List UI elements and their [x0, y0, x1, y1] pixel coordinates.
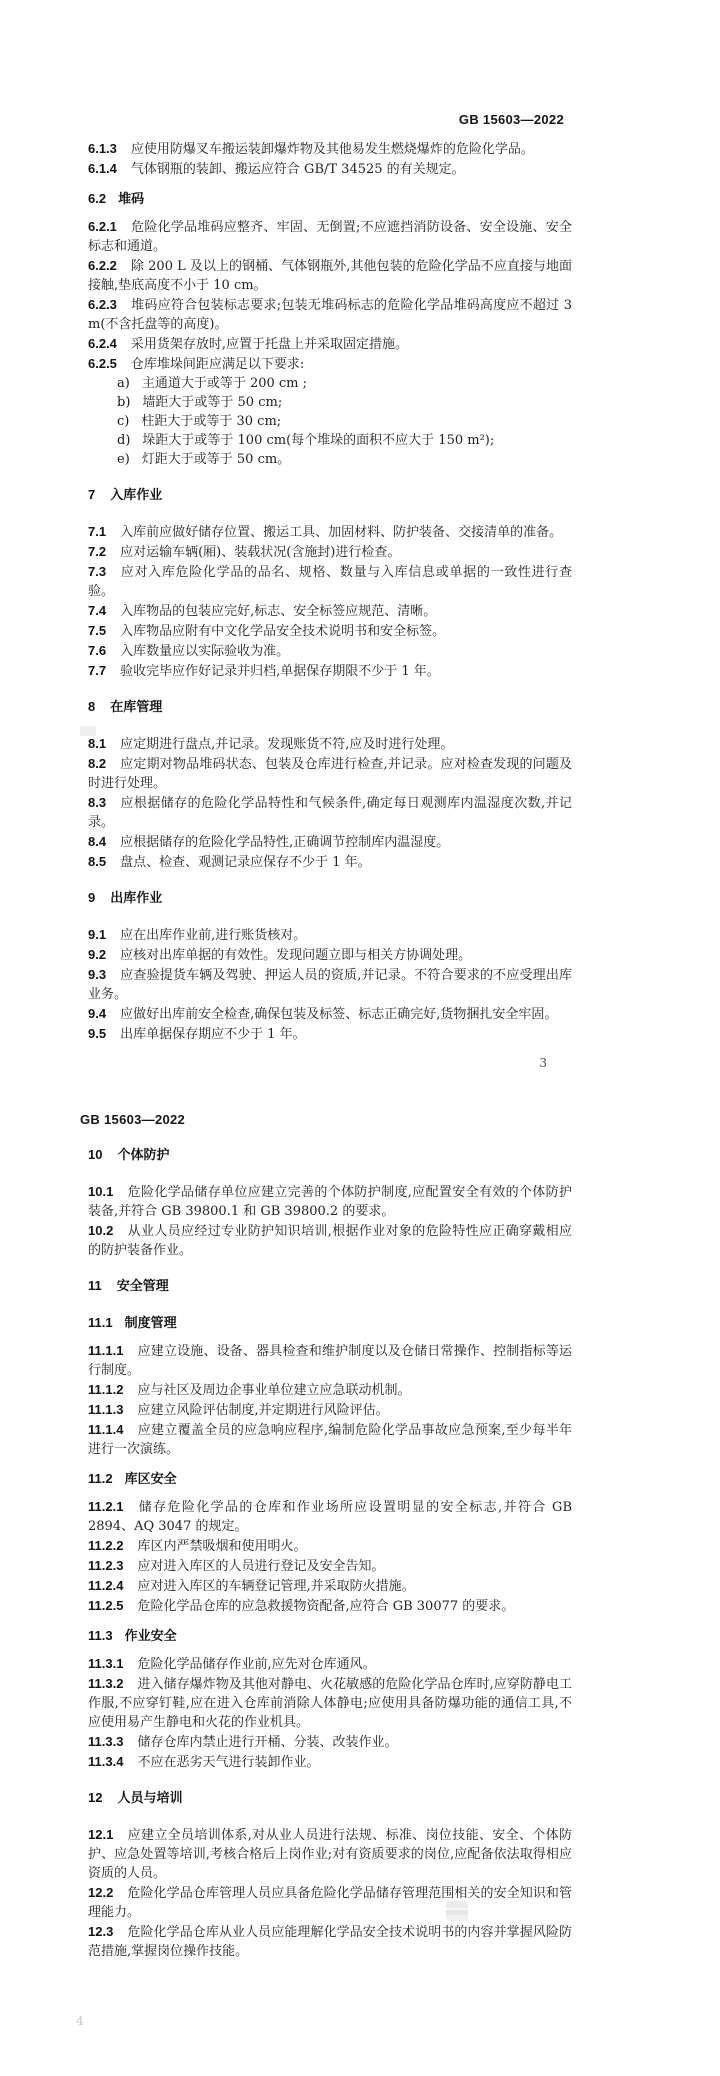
clause-text: 堆码应符合包装标志要求;包装无堆码标志的危险化学品堆码高度应不超过 3 m(不含托盘等的高度)。 [88, 298, 572, 332]
clause-number: 11.1 [88, 1315, 113, 1330]
clause-11.1.1 [88, 1341, 572, 1380]
list-item-a [88, 374, 572, 393]
clause-number: 6.2.1 [88, 219, 117, 234]
clause-11.1.4 [88, 1420, 572, 1459]
clause-text: 入库前应做好储存位置、搬运工具、加固材料、防护装备、交接清单的准备。 [120, 525, 563, 540]
clause-6.1.3 [88, 139, 572, 159]
clause-number: 7.6 [88, 643, 107, 658]
clause-number: 11.2.2 [88, 1538, 124, 1553]
clause-text: 应根据储存的危险化学品特性,正确调节控制库内温湿度。 [120, 835, 450, 850]
clause-text: 储存危险化学品的仓库和作业场所应设置明显的安全标志,并符合 GB 2894、AQ 3047 的规定。 [88, 1500, 572, 1534]
clause-10.2 [88, 1221, 572, 1260]
clause-text: 危险化学品储存作业前,应先对仓库通风。 [137, 1657, 376, 1672]
clause-number: 8.2 [88, 756, 107, 771]
clause-text: 主通道大于或等于 200 cm ; [141, 376, 308, 391]
clause-number: 6.1.3 [88, 141, 117, 156]
clause-number: 8.5 [88, 854, 107, 869]
clause-number: 7.4 [88, 603, 107, 618]
clause-11.1.2 [88, 1380, 572, 1400]
page-body [88, 139, 572, 1044]
clause-number: 12.3 [88, 1924, 114, 1939]
clause-number: 11.3 [88, 1628, 113, 1643]
clause-number: 9.1 [88, 927, 107, 942]
clause-text: 出库单据保存期应不少于 1 年。 [120, 1027, 306, 1042]
clause-number: 9.3 [88, 967, 107, 982]
clause-number: 8.3 [88, 795, 107, 810]
clause-6.2.4 [88, 334, 572, 354]
clause-number: 10 [88, 1147, 103, 1162]
clause-8.4 [88, 832, 572, 852]
clause-text: 应对运输车辆(厢)、装载状况(含施封)进行检查。 [120, 545, 401, 560]
clause-number: 11.1.2 [88, 1382, 124, 1397]
clause-number: d) [117, 433, 131, 448]
clause-11.2.1 [88, 1497, 572, 1536]
heading-11.3 [88, 1626, 572, 1645]
clause-text: 危险化学品仓库管理人员应具备危险化学品储存管理范围相关的安全知识和管理能力。 [88, 1886, 572, 1920]
clause-9.2 [88, 945, 572, 965]
clause-text: 作业安全 [124, 1628, 177, 1643]
clause-number: 6.2.4 [88, 336, 117, 351]
clause-text: 储存仓库内禁止进行开桶、分装、改装作业。 [137, 1735, 398, 1750]
clause-text: 应对入库危险化学品的品名、规格、数量与入库信息或单据的一致性进行查验。 [88, 565, 572, 599]
clause-10.1 [88, 1182, 572, 1221]
clause-text: 进入储存爆炸物及其他对静电、火花敏感的危险化学品仓库时,应穿防静电工作服,不应穿钉鞋,应在进入仓库前消除人体静电;应使用具备防爆功能的通信工具,不应使用易产生静电和火花的作业机具。 [88, 1677, 572, 1730]
clause-number: 11.3.2 [88, 1676, 124, 1691]
clause-text: 应建立设施、设备、器具检查和维护制度以及仓储日常操作、控制指标等运行制度。 [88, 1344, 572, 1378]
heading-11 [88, 1276, 572, 1295]
clause-number: 11.1.4 [88, 1422, 124, 1437]
clause-7.6 [88, 641, 572, 661]
clause-number: 10.2 [88, 1223, 114, 1238]
heading-11.2 [88, 1469, 572, 1488]
clause-6.2.1 [88, 217, 572, 256]
clause-text: 验收完毕应作好记录并归档,单据保存期限不少于 1 年。 [120, 664, 440, 679]
clause-8.3 [88, 793, 572, 832]
clause-number: 7.1 [88, 524, 107, 539]
clause-number: 7.7 [88, 663, 107, 678]
clause-11.3.4 [88, 1752, 572, 1772]
clause-text: 人员与培训 [117, 1790, 183, 1805]
clause-number: 6.2.5 [88, 356, 117, 371]
clause-text: 不应在恶劣天气进行装卸作业。 [137, 1755, 320, 1770]
clause-text: 应核对出库单据的有效性。发现问题立即与相关方协调处理。 [120, 948, 472, 963]
clause-number: 9 [88, 890, 96, 905]
clause-11.2.3 [88, 1556, 572, 1576]
clause-text: 库区安全 [124, 1471, 177, 1486]
clause-text: 制度管理 [124, 1315, 177, 1330]
clause-7.7 [88, 661, 572, 681]
clause-text: 入库数量应以实际验收为准。 [120, 644, 290, 659]
clause-9.3 [88, 965, 572, 1004]
clause-number: 6.2.2 [88, 258, 117, 273]
clause-6.2.2 [88, 256, 572, 295]
clause-12.2 [88, 1883, 572, 1922]
clause-text: 应对进入库区的车辆登记管理,并采取防火措施。 [137, 1579, 415, 1594]
clause-text: 库区内严禁吸烟和使用明火。 [137, 1539, 307, 1554]
clause-7.5 [88, 621, 572, 641]
clause-7.2 [88, 542, 572, 562]
clause-number: 8 [88, 699, 96, 714]
clause-text: 柱距大于或等于 30 cm; [141, 414, 282, 429]
clause-8.2 [88, 754, 572, 793]
clause-11.2.4 [88, 1576, 572, 1596]
clause-6.1.4 [88, 159, 572, 179]
heading-8 [88, 697, 572, 716]
clause-text: 应与社区及周边企事业单位建立应急联动机制。 [137, 1383, 411, 1398]
clause-text: 个体防护 [117, 1147, 170, 1162]
clause-number: 11.3.3 [88, 1734, 124, 1749]
clause-number: 7 [88, 487, 96, 502]
clause-text: 入库物品的包装应完好,标志、安全标签应规范、清晰。 [120, 604, 437, 619]
clause-number: 9.5 [88, 1026, 107, 1041]
heading-6.2 [88, 189, 572, 208]
clause-text: 墙距大于或等于 50 cm; [142, 395, 283, 410]
page-4 [0, 1038, 720, 2076]
clause-11.3.2 [88, 1674, 572, 1732]
clause-number: 8.4 [88, 834, 107, 849]
clause-number: 6.2 [88, 191, 107, 206]
clause-text: 仓库堆垛间距应满足以下要求: [130, 357, 305, 372]
clause-6.2.3 [88, 295, 572, 334]
clause-11.3.1 [88, 1654, 572, 1674]
heading-9 [88, 888, 572, 907]
clause-text: 除 200 L 及以上的钢桶、气体钢瓶外,其他包装的危险化学品不应直接与地面接触,垫底高度不小于 10 cm。 [88, 259, 572, 293]
clause-11.2.2 [88, 1536, 572, 1556]
clause-number: 11.2.1 [88, 1499, 124, 1514]
page-number: 4 [76, 2014, 84, 2028]
clause-text: 危险化学品仓库的应急救援物资配备,应符合 GB 30077 的要求。 [137, 1599, 515, 1614]
clause-text: 入库物品应附有中文化学品安全技术说明书和安全标签。 [120, 624, 446, 639]
clause-number: 11.2.4 [88, 1578, 124, 1593]
clause-text: 应建立风险评估制度,并定期进行风险评估。 [137, 1403, 389, 1418]
clause-number: c) [117, 414, 130, 429]
clause-text: 应建立覆盖全员的应急响应程序,编制危险化学品事故应急预案,至少每半年进行一次演练。 [88, 1423, 572, 1457]
clause-number: 11 [88, 1278, 102, 1293]
clause-9.1 [88, 925, 572, 945]
clause-text: 危险化学品储存单位应建立完善的个体防护制度,应配置安全有效的个体防护装备,并符合 GB 39800.1 和 GB 39800.2 的要求。 [88, 1185, 572, 1219]
clause-8.5 [88, 852, 572, 872]
clause-number: b) [117, 395, 131, 410]
clause-number: 11.1.1 [88, 1343, 124, 1358]
clause-text: 危险化学品堆码应整齐、牢固、无倒置;不应遮挡消防设备、安全设施、安全标志和通道。 [88, 220, 572, 254]
page-header-standard-code: GB 15603—2022 [458, 112, 564, 127]
clause-number: 7.2 [88, 544, 107, 559]
clause-number: 12 [88, 1790, 103, 1805]
clause-number: 7.3 [88, 564, 107, 579]
clause-11.2.5 [88, 1596, 572, 1616]
heading-7 [88, 485, 572, 504]
clause-number: a) [117, 376, 130, 391]
clause-number: 11.2 [88, 1471, 113, 1486]
clause-12.3 [88, 1922, 572, 1961]
page-body [88, 1145, 572, 1961]
page-number: 3 [539, 1056, 547, 1070]
clause-text: 入库作业 [110, 487, 163, 502]
list-item-b [88, 393, 572, 412]
clause-number: 9.2 [88, 947, 107, 962]
clause-number: 6.2.3 [88, 297, 117, 312]
clause-6.2.5 [88, 354, 572, 374]
clause-number: 11.3.4 [88, 1754, 124, 1769]
clause-7.3 [88, 562, 572, 601]
clause-text: 垛距大于或等于 100 cm(每个堆垛的面积不应大于 150 m²); [142, 433, 495, 448]
clause-8.1 [88, 734, 572, 754]
clause-number: e) [117, 452, 130, 467]
clause-text: 应定期进行盘点,并记录。发现账货不符,应及时进行处理。 [120, 737, 454, 752]
clause-number: 8.1 [88, 736, 107, 751]
clause-number: 11.3.1 [88, 1656, 124, 1671]
clause-text: 盘点、检查、观测记录应保存不少于 1 年。 [120, 855, 371, 870]
page-header-standard-code: GB 15603—2022 [80, 1112, 186, 1127]
clause-text: 应使用防爆叉车搬运装卸爆炸物及其他易发生燃烧爆炸的危险化学品。 [130, 142, 534, 157]
clause-text: 应建立全员培训体系,对从业人员进行法规、标准、岗位技能、安全、个体防护、应急处置等培训,考核合格后上岗作业;对有资质要求的岗位,应配备依法取得相应资质的人员。 [88, 1828, 572, 1881]
clause-number: 7.5 [88, 623, 107, 638]
scan-artifact-stamp [446, 1901, 468, 1921]
clause-text: 气体钢瓶的装卸、搬运应符合 GB/T 34525 的有关规定。 [130, 162, 465, 177]
clause-text: 应对进入库区的人员进行登记及安全告知。 [137, 1559, 385, 1574]
clause-7.4 [88, 601, 572, 621]
clause-text: 出库作业 [110, 890, 163, 905]
clause-text: 在库管理 [110, 699, 163, 714]
clause-text: 灯距大于或等于 50 cm。 [141, 452, 291, 467]
heading-12 [88, 1788, 572, 1807]
clause-text: 应定期对物品堆码状态、包装及仓库进行检查,并记录。应对检查发现的问题及时进行处理。 [88, 757, 572, 791]
clause-number: 12.1 [88, 1827, 114, 1842]
clause-9.4 [88, 1004, 572, 1024]
clause-number: 11.2.3 [88, 1558, 124, 1573]
clause-12.1 [88, 1825, 572, 1883]
list-item-e [88, 450, 572, 469]
clause-number: 11.1.3 [88, 1402, 124, 1417]
clause-number: 9.4 [88, 1006, 107, 1021]
clause-text: 危险化学品仓库从业人员应能理解化学品安全技术说明书的内容并掌握风险防范措施,掌握岗位操作技能。 [88, 1925, 572, 1959]
clause-text: 应查验提货车辆及驾驶、押运人员的资质,并记录。不符合要求的不应受理出库业务。 [88, 968, 572, 1002]
list-item-d [88, 431, 572, 450]
heading-10 [88, 1145, 572, 1164]
clause-11.3.3 [88, 1732, 572, 1752]
clause-text: 应根据储存的危险化学品特性和气候条件,确定每日观测库内温湿度次数,并记录。 [88, 796, 572, 830]
clause-text: 安全管理 [116, 1278, 169, 1293]
clause-text: 应在出库作业前,进行账货核对。 [120, 928, 307, 943]
clause-11.1.3 [88, 1400, 572, 1420]
clause-number: 10.1 [88, 1184, 114, 1199]
clause-text: 堆码 [118, 191, 145, 206]
clause-number: 11.2.5 [88, 1598, 124, 1613]
heading-11.1 [88, 1313, 572, 1332]
list-item-c [88, 412, 572, 431]
scan-artifact-smudge [80, 726, 96, 736]
clause-number: 6.1.4 [88, 161, 117, 176]
clause-text: 采用货架存放时,应置于托盘上并采取固定措施。 [130, 337, 409, 352]
clause-text: 从业人员应经过专业防护知识培训,根据作业对象的危险特性应正确穿戴相应的防护装备作业。 [88, 1224, 572, 1258]
clause-text: 应做好出库前安全检查,确保包装及标签、标志正确完好,货物捆扎安全牢固。 [120, 1007, 558, 1022]
clause-number: 12.2 [88, 1885, 114, 1900]
clause-7.1 [88, 522, 572, 542]
